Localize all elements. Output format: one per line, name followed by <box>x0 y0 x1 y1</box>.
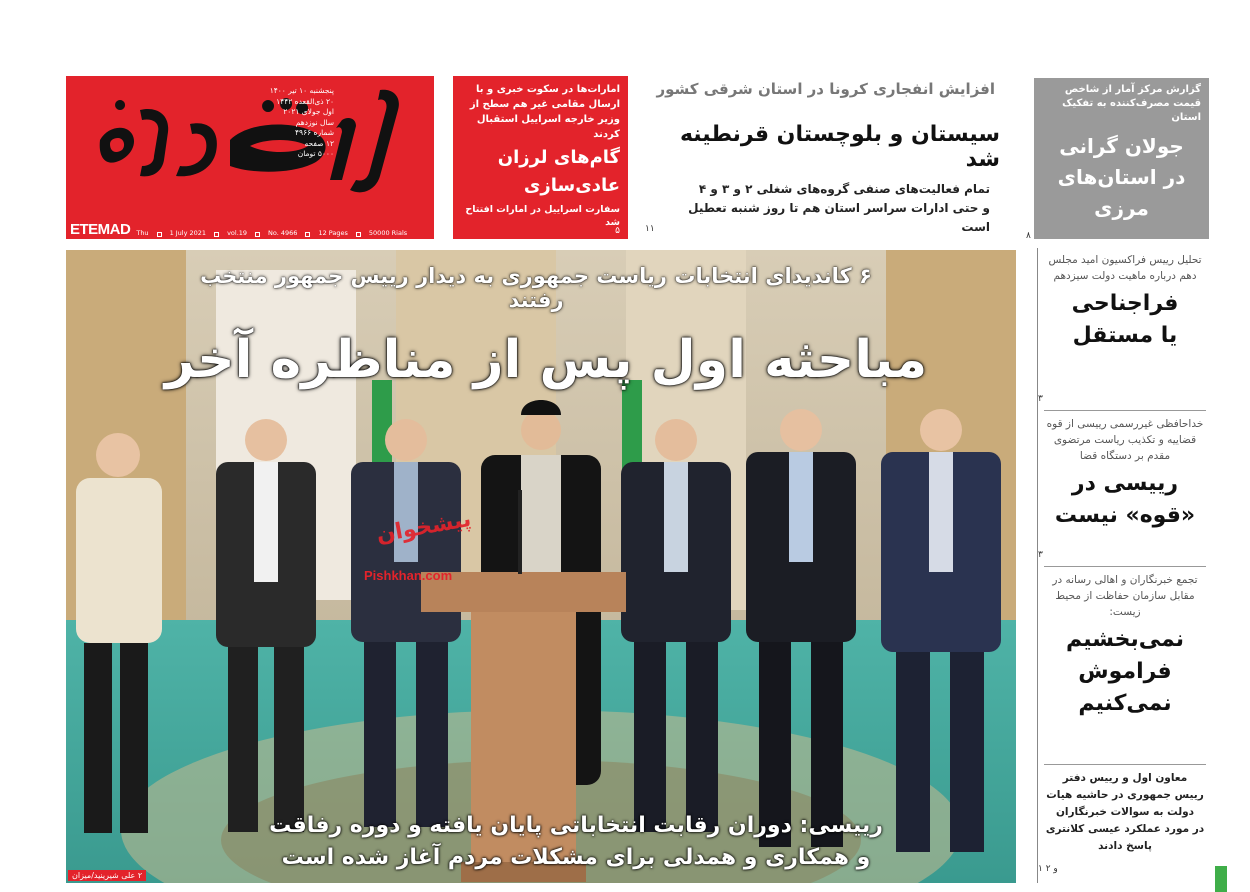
story-body-line: در مورد عملکرد عیسی کلانتری <box>1045 823 1205 835</box>
divider <box>1044 410 1206 411</box>
right-story-2[interactable] <box>1044 416 1206 532</box>
meta-date: 1 July 2021 <box>169 229 207 237</box>
gray-box-page-number: ۸ <box>1026 231 1031 241</box>
caption-line: و همکاری و همدلی برای مشکلات مردم آغاز شده است <box>281 845 871 870</box>
right-story-1[interactable] <box>1044 252 1206 352</box>
story-title-line: «قوه» نیست <box>1054 503 1196 528</box>
story-body-line: دولت به سوالات خبرنگاران <box>1055 806 1195 818</box>
story-title-line: نمی‌کنیم <box>1078 691 1172 716</box>
news-subheadline <box>660 180 990 237</box>
teaser-box[interactable] <box>453 76 628 239</box>
divider <box>1044 764 1206 765</box>
divider <box>1044 566 1206 567</box>
corner-marker <box>1215 866 1227 892</box>
story-title-line: یا مستقل <box>1072 323 1178 348</box>
teaser-title-line: عادی‌سازی <box>523 175 620 196</box>
meta-volume: vol.19 <box>227 229 248 237</box>
photo-kicker: ۶ کاندیدای انتخابات ریاست جمهوری به دیدار رییس جمهور منتخب رفتند <box>200 264 872 312</box>
story-page-number: ۱ و ۲ <box>1038 864 1058 874</box>
story-body <box>1044 770 1206 855</box>
masthead-footer <box>70 223 430 237</box>
teaser-subtitle: سفارت اسراییل در امارات افتتاح شد <box>465 204 620 228</box>
issue-year: سال نوزدهم <box>295 117 334 127</box>
story-title-line: رییسی در <box>1071 471 1179 496</box>
right-column <box>1037 248 1209 883</box>
story-title <box>1044 468 1206 532</box>
right-story-4[interactable] <box>1044 770 1206 855</box>
square-separator-icon <box>305 232 310 237</box>
meta-pages: 12 Pages <box>318 229 348 237</box>
main-headline[interactable]: مباحثه اول پس از مناظره آخر <box>164 330 928 390</box>
gray-box-title <box>1042 131 1201 224</box>
square-separator-icon <box>255 232 260 237</box>
masthead <box>66 76 434 239</box>
story-body-line: رییس جمهوری در حاشیه هیات <box>1046 789 1204 801</box>
issue-date-gregorian: اول جولای ۲۰۲۱ <box>283 107 334 116</box>
meta-number: No. 4966 <box>268 229 298 237</box>
issue-price: ۵۰۰۰ تومان <box>297 149 334 158</box>
story-title-line: فراجناحی <box>1071 291 1179 316</box>
watermark-logo: پیشخوان <box>374 506 474 549</box>
meta-day: Thu <box>136 229 149 237</box>
issue-pages: ۱۲ صفحه <box>304 138 334 148</box>
story-title-line: فراموش <box>1078 659 1172 684</box>
square-separator-icon <box>214 232 219 237</box>
issue-date-hijri: ۲۰ ذی‌القعده ۱۴۴۲ <box>276 96 334 106</box>
meta-price: 50000 Rials <box>368 229 408 237</box>
story-title <box>1044 288 1206 352</box>
story-kicker: تجمع خبرنگاران و اهالی رسانه در مقابل سازمان حفاظت از محیط زیست: <box>1052 574 1198 618</box>
issue-number: شماره ۴۹۶۶ <box>295 128 334 137</box>
caption-line: رییسی: دوران رقابت انتخاباتی پایان یافته و دوره رفاقت <box>269 813 883 838</box>
story-page-number: ۳ <box>1038 394 1043 404</box>
teaser-title <box>461 144 620 200</box>
story-kicker: خداحافظی غیررسمی رییسی از قوه قضاییه و تکذیب ریاست مرتضوی مقدم بر دستگاه قضا <box>1046 418 1204 462</box>
gray-box-kicker: گزارش مرکز آمار از شاخص قیمت مصرف‌کننده به تفکیک استان <box>1062 84 1201 123</box>
issue-date-fa: پنجشنبه ۱۰ تیر ۱۴۰۰ <box>269 86 334 95</box>
story-kicker: تحلیل رییس فراکسیون امید مجلس دهم درباره ماهیت دولت سیزدهم <box>1048 254 1202 282</box>
main-photo[interactable] <box>66 250 1016 883</box>
news-headline[interactable]: سیستان و بلوچستان قرنطینه شد <box>679 122 1000 172</box>
gray-title-line: در استان‌های <box>1057 165 1186 189</box>
issue-info <box>234 86 334 160</box>
news-sub-line: تمام فعالیت‌های صنفی گروه‌های شغلی ۲ و ۳ و ۴ <box>698 182 990 196</box>
square-separator-icon <box>157 232 162 237</box>
news-kicker: افزایش انفجاری کرونا در استان شرقی کشور <box>656 80 995 98</box>
photo-caption <box>246 810 906 874</box>
gray-title-line: مرزی <box>1094 196 1149 220</box>
teaser-page-number: ۵ <box>615 226 620 236</box>
brand-name-en: ETEMAD <box>70 221 131 238</box>
story-body-line: معاون اول و رییس دفتر <box>1062 772 1188 784</box>
teaser-kicker: امارات‌ها در سکوت خبری و با ارسال مقامی غیر هم سطح از وزیر خارجه اسراییل استقبال کردند <box>469 84 620 140</box>
story-title <box>1044 624 1206 720</box>
gray-feature-box[interactable] <box>1026 78 1209 241</box>
story-title-line: نمی‌بخشیم <box>1065 627 1184 652</box>
photo-credit: ۲ علی شیرینید/میزان <box>68 870 146 881</box>
square-separator-icon <box>356 232 361 237</box>
teaser-title-line: گام‌های لرزان <box>497 147 620 168</box>
story-body-line: پاسخ دادند <box>1098 840 1152 852</box>
story-page-number: ۳ <box>1038 550 1043 560</box>
right-story-3[interactable] <box>1044 572 1206 720</box>
news-sub-line: و حتی ادارات سراسر استان هم تا روز شنبه تعطیل است <box>688 201 990 234</box>
watermark-url: Pishkhan.com <box>364 568 453 583</box>
gray-title-line: جولان گرانی <box>1059 134 1184 158</box>
news-page-number: ۱۱ <box>645 224 655 234</box>
